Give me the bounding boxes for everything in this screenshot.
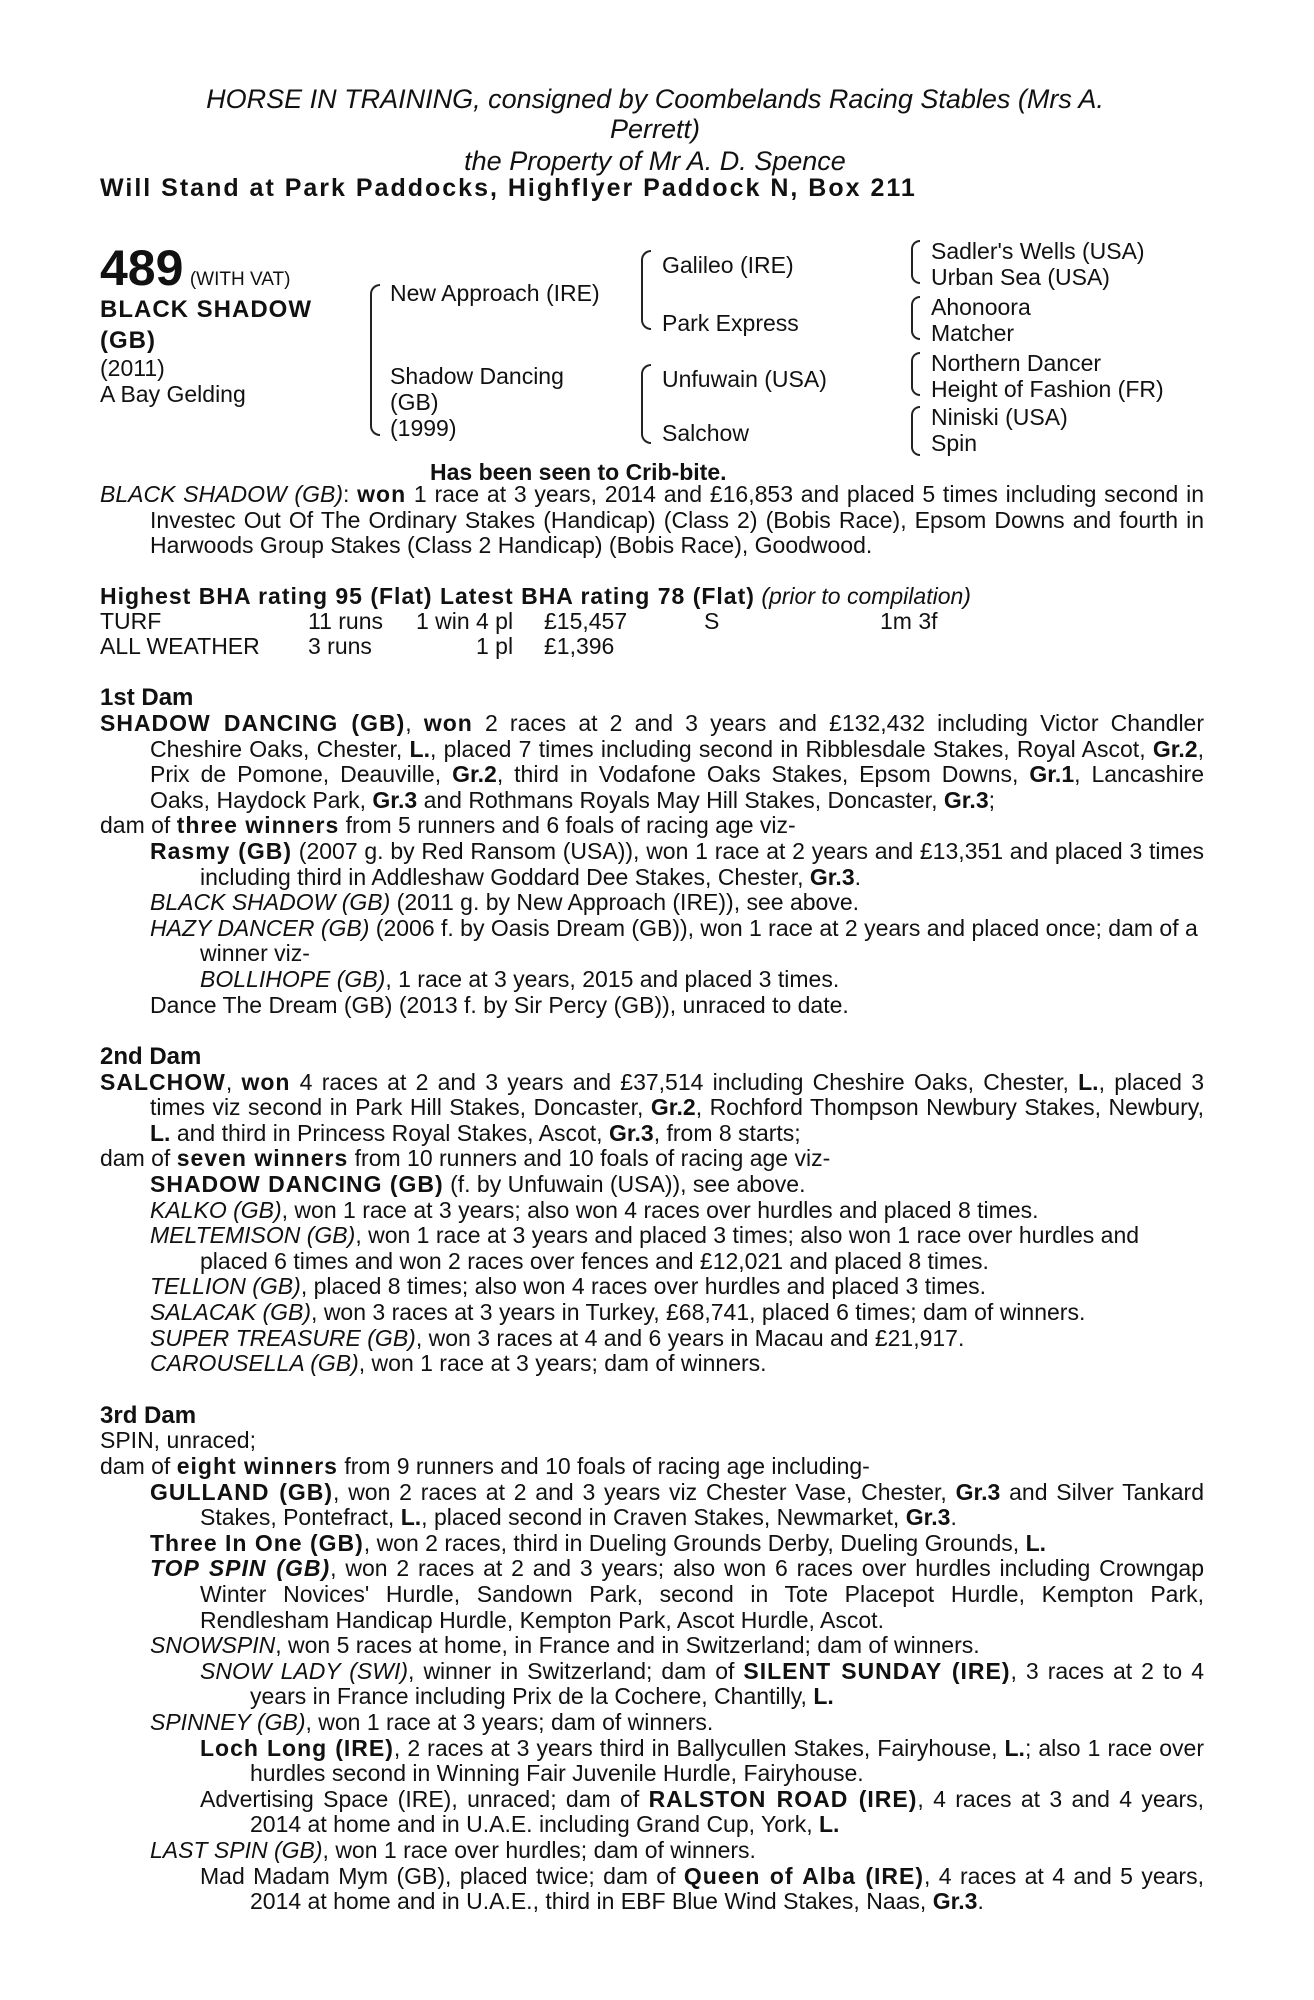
produce-name: Rasmy (GB) bbox=[150, 837, 293, 864]
pedigree-dam-country: (GB) bbox=[390, 389, 439, 415]
third-dam-produce-summary bbox=[100, 1454, 1204, 1480]
summary-colon: : bbox=[342, 481, 358, 507]
listed-tag: L. bbox=[818, 1811, 840, 1838]
produce-snowspin bbox=[100, 1633, 1204, 1659]
produce-name: MELTEMISON (GB) bbox=[150, 1222, 356, 1249]
pedigree-brace-dam bbox=[641, 364, 651, 444]
pedigree-dam-name: Shadow Dancing bbox=[390, 363, 564, 389]
stats-cell: 4 pl bbox=[476, 608, 514, 635]
lot-number-block bbox=[100, 240, 291, 296]
produce-loch-long bbox=[100, 1736, 1204, 1787]
summary-won: won bbox=[357, 481, 407, 507]
text: , won 1 race over hurdles; dam of winners. bbox=[322, 1836, 756, 1863]
group-tag: Gr.2 bbox=[452, 761, 497, 788]
produce-bollihope bbox=[100, 967, 1204, 993]
consignor-line: HORSE IN TRAINING, consigned by Coombelands Racing Stables (Mrs A. bbox=[206, 84, 1104, 114]
winners-count: eight winners bbox=[176, 1453, 338, 1479]
text: , won 3 races at 4 and 6 years in Macau and £21,917. bbox=[415, 1324, 965, 1351]
produce-carousella bbox=[100, 1351, 1204, 1377]
vat-note: (WITH VAT) bbox=[189, 269, 291, 290]
first-dam-heading: 1st Dam bbox=[100, 684, 194, 712]
produce-advertising-space bbox=[100, 1787, 1204, 1838]
pedigree-brace-gen1 bbox=[370, 284, 380, 436]
text: . bbox=[977, 1888, 984, 1915]
text: ; bbox=[988, 786, 996, 813]
produce-mad-madam-mym bbox=[100, 1864, 1204, 1915]
text: , 4 races at 3 and 4 years, 2014 at home and in U.A.E. including Grand Cup, York, bbox=[250, 1785, 1205, 1838]
produce-spinney bbox=[100, 1710, 1204, 1736]
text: , 1 race at 3 years, 2015 and placed 3 times. bbox=[385, 965, 840, 992]
stats-cell bbox=[416, 634, 476, 659]
stats-cell bbox=[704, 634, 880, 659]
group-tag: Gr.1 bbox=[1029, 761, 1075, 788]
text: , winner in Switzerland; dam of bbox=[408, 1657, 744, 1684]
race-summary bbox=[100, 482, 1204, 559]
stats-cell: 11 runs bbox=[308, 608, 384, 635]
horse-description: A Bay Gelding bbox=[100, 381, 246, 407]
text: and Rothmans Royals May Hill Stakes, Doncaster, bbox=[417, 786, 944, 813]
produce-name: BLACK SHADOW (GB) bbox=[150, 889, 391, 916]
text: dam of bbox=[100, 1453, 177, 1479]
pedigree-dam-dam: Salchow bbox=[662, 420, 749, 446]
ratings-table bbox=[100, 609, 1204, 659]
text: , won 1 race at 3 years; dam of winners. bbox=[358, 1350, 767, 1377]
stats-cell: 1 win bbox=[416, 608, 470, 635]
text: , 4 races at 4 and 5 years, 2014 at home and in U.A.E., third in EBF Blue Wind Stakes, Naas, bbox=[250, 1862, 1204, 1915]
produce-name: SPINNEY (GB) bbox=[150, 1708, 306, 1735]
text: , won 2 races at 2 and 3 years; also won 6 races over hurdles including Crowngap Winter Novices' Hurdle, Sandown Park, second in Tote Placepot Hurdle, Kempton Park, Rendlesham Handicap Hurdle, Kempton Park, Ascot Hurdle, Ascot. bbox=[200, 1555, 1204, 1633]
produce-name: RALSTON ROAD (IRE) bbox=[648, 1785, 918, 1812]
text: , won 3 races at 3 years in Turkey, £68,741, placed 6 times; dam of winners. bbox=[311, 1299, 1086, 1326]
produce-rasmy bbox=[100, 839, 1204, 890]
text: , won 2 races, third in Dueling Grounds Derby, Dueling Grounds, bbox=[363, 1529, 1026, 1556]
text: Advertising Space (IRE), unraced; dam of bbox=[200, 1785, 649, 1812]
horse-info bbox=[100, 355, 246, 407]
produce-name: TELLION (GB) bbox=[150, 1273, 301, 1300]
pedigree-dsd: Height of Fashion (FR) bbox=[931, 376, 1164, 402]
produce-meltemison bbox=[100, 1223, 1204, 1274]
text: (2011 g. by New Approach (IRE)), see above. bbox=[390, 889, 860, 916]
group-tag: Gr.3 bbox=[608, 1119, 654, 1146]
won-label: won bbox=[241, 1068, 291, 1095]
text: and third in Princess Royal Stakes, Ascot, bbox=[170, 1119, 609, 1146]
produce-name: LAST SPIN (GB) bbox=[150, 1836, 323, 1863]
lot-number: 489 bbox=[100, 240, 184, 296]
pedigree-brace-sd bbox=[911, 296, 920, 340]
pedigree-sire-dam: Park Express bbox=[662, 310, 799, 336]
text: 4 races at 2 and 3 years and £37,514 including Cheshire Oaks, Chester, bbox=[290, 1068, 1079, 1095]
stats-cell: TURF bbox=[100, 608, 162, 635]
listed-tag: L. bbox=[409, 735, 430, 762]
text: (2006 f. by Oasis Dream (GB)), won 1 race at 2 years and placed once; dam of a winner viz- bbox=[200, 914, 1198, 967]
pedigree-dam-year: (1999) bbox=[390, 415, 457, 441]
third-dam-heading: 3rd Dam bbox=[100, 1401, 197, 1429]
pedigree-dam bbox=[390, 363, 564, 441]
text: . bbox=[950, 1504, 957, 1531]
second-dam-record: SALCHOW, won 4 races at 2 and 3 years and £37,514 including Cheshire Oaks, Chester, L., placed 3 times viz second in Park Hill Stakes, Doncaster, Gr.2, Rochford Thompson Newbury Stakes, Newbury, L. and third in Princess Royal Stakes, Ascot, Gr.3, from 8 starts; bbox=[100, 1068, 1204, 1146]
stats-cell: S bbox=[704, 608, 720, 635]
produce-three-in-one bbox=[100, 1531, 1204, 1557]
produce-name: Loch Long (IRE) bbox=[200, 1734, 394, 1761]
property-line: the Property of Mr A. D. Spence bbox=[464, 146, 846, 176]
pedigree-sds: Ahonoora bbox=[931, 294, 1031, 320]
horse-name bbox=[100, 294, 312, 356]
text: , won 2 races at 2 and 3 years viz Chester Vase, Chester, bbox=[333, 1478, 956, 1505]
produce-name: SNOW LADY (SWI) bbox=[200, 1657, 409, 1684]
produce-hazy-dancer bbox=[100, 916, 1204, 967]
pedigree-ddd: Spin bbox=[931, 430, 978, 456]
pedigree-dss: Northern Dancer bbox=[931, 350, 1102, 376]
listed-tag: L. bbox=[1025, 1529, 1047, 1556]
pedigree-brace-sire bbox=[641, 250, 651, 330]
stats-cell bbox=[880, 634, 1204, 659]
crib-bite-note: Has been seen to Crib-bite. bbox=[430, 459, 727, 485]
text: , from 8 starts; bbox=[653, 1119, 801, 1146]
pedigree-sire-sire: Galileo (IRE) bbox=[662, 252, 794, 278]
dam-name: SALCHOW bbox=[100, 1068, 226, 1095]
produce-name: Queen of Alba (IRE) bbox=[683, 1862, 924, 1889]
produce-kalko bbox=[100, 1198, 1204, 1224]
produce-name: TOP SPIN (GB) bbox=[150, 1555, 331, 1582]
produce-super-treasure bbox=[100, 1326, 1204, 1352]
horse-name-line1: BLACK SHADOW bbox=[100, 296, 312, 323]
text: from 5 runners and 6 foals of racing age viz- bbox=[339, 812, 796, 839]
first-dam-produce-summary bbox=[100, 813, 1204, 839]
text: . bbox=[854, 863, 862, 890]
produce-dance-the-dream: Dance The Dream (GB) (2013 f. by Sir Percy (GB)), unraced to date. bbox=[150, 991, 849, 1018]
listed-tag: L. bbox=[1078, 1068, 1099, 1095]
winners-count: seven winners bbox=[176, 1145, 349, 1172]
text: and Silver Tankard Stakes, Pontefract, bbox=[200, 1478, 1204, 1531]
ratings-bold: Highest BHA rating 95 (Flat) Latest BHA rating 78 (Flat) bbox=[100, 582, 755, 609]
text: , placed second in Craven Stakes, Newmarket, bbox=[421, 1504, 906, 1531]
produce-top-spin bbox=[100, 1556, 1204, 1633]
group-tag: Gr.3 bbox=[955, 1478, 1001, 1505]
consignor-line-cont: Perrett) bbox=[609, 114, 701, 144]
produce-gulland bbox=[100, 1480, 1204, 1531]
produce-last-spin bbox=[100, 1838, 1204, 1864]
won-label: won bbox=[423, 709, 473, 736]
text: , won 1 race at 3 years; also won 4 races over hurdles and placed 8 times. bbox=[281, 1196, 1039, 1223]
text: , Prix de Pomone, Deauville, bbox=[150, 735, 1204, 788]
stats-cell: £15,457 bbox=[544, 608, 628, 635]
produce-name: CAROUSELLA (GB) bbox=[150, 1350, 359, 1377]
text: , Rochford Thompson Newbury Stakes, Newbury, bbox=[695, 1094, 1204, 1121]
stats-cell: £1,396 bbox=[544, 633, 615, 660]
text: , third in Vodafone Oaks Stakes, Epsom Downs, bbox=[496, 761, 1030, 788]
pedigree-brace-dd bbox=[911, 406, 920, 456]
pedigree-sss: Sadler's Wells (USA) bbox=[931, 238, 1145, 264]
group-tag: Gr.3 bbox=[932, 1888, 978, 1915]
listed-tag: L. bbox=[150, 1119, 171, 1146]
text: , 3 races at 2 to 4 years in France including Prix de la Cochere, Chantilly, bbox=[250, 1657, 1204, 1710]
listed-tag: L. bbox=[1004, 1734, 1025, 1761]
text: from 9 runners and 10 foals of racing age including- bbox=[337, 1453, 870, 1479]
listed-tag: L. bbox=[813, 1683, 834, 1710]
winners-count: three winners bbox=[176, 812, 340, 839]
produce-tellion bbox=[100, 1274, 1204, 1300]
second-dam-heading: 2nd Dam bbox=[100, 1043, 202, 1071]
produce-name: KALKO (GB) bbox=[150, 1196, 282, 1223]
group-tag: Gr.3 bbox=[905, 1504, 951, 1531]
produce-name: SHADOW DANCING (GB) bbox=[150, 1171, 444, 1198]
summary-text: 1 race at 3 years, 2014 and £16,853 and placed 5 times including second in Investec Out Of The Ordinary Stakes (Handicap) (Class 2) (Bobis Race), Epsom Downs and fourth in Harwoods Group Stakes (Class 2 Handicap) (Bobis Race), Goodwood. bbox=[150, 481, 1205, 559]
text: (2007 g. by Red Ransom (USA)), won 1 race at 2 years and £13,351 and placed 3 times including third in Addleshaw Goddard Dee Stakes, Chester, bbox=[200, 837, 1204, 890]
produce-name: SUPER TREASURE (GB) bbox=[150, 1324, 416, 1351]
group-tag: Gr.3 bbox=[943, 786, 989, 813]
dam-name: SHADOW DANCING (GB) bbox=[100, 709, 406, 736]
ratings-line bbox=[100, 584, 1204, 610]
second-dam-produce-summary bbox=[100, 1146, 1204, 1172]
stats-cell: 1m 3f bbox=[880, 608, 938, 635]
stats-cell: 1 pl bbox=[476, 633, 514, 660]
group-tag: Gr.3 bbox=[372, 786, 418, 813]
stand-location: Will Stand at Park Paddocks, Highflyer Paddock N, Box 211 bbox=[100, 174, 917, 202]
text: 2 races at 2 and 3 years and £132,432 including Victor Chandler Cheshire Oaks, Chester, bbox=[150, 709, 1205, 762]
listed-tag: L. bbox=[400, 1504, 422, 1531]
summary-horse-name: BLACK SHADOW (GB) bbox=[100, 481, 343, 507]
produce-snow-lady bbox=[100, 1659, 1204, 1710]
produce-black-shadow bbox=[100, 890, 1204, 916]
text: Mad Madam Mym (GB), placed twice; dam of bbox=[200, 1862, 684, 1889]
produce-name: BOLLIHOPE (GB) bbox=[200, 965, 386, 992]
produce-shadow-dancing bbox=[100, 1172, 1204, 1198]
pedigree-dds: Niniski (USA) bbox=[931, 404, 1068, 430]
produce-name: GULLAND (GB) bbox=[150, 1478, 334, 1505]
text: dam of bbox=[100, 1145, 177, 1172]
text: , 2 races at 3 years third in Ballycullen Stakes, Fairyhouse, bbox=[393, 1734, 1005, 1761]
foaling-year: (2011) bbox=[100, 355, 165, 381]
text: , won 5 races at home, in France and in Switzerland; dam of winners. bbox=[275, 1632, 980, 1659]
text: , won 1 race at 3 years and placed 3 times; also won 1 race over hurdles and placed 6 times and won 2 races over fences and £12,021 and placed 8 times. bbox=[200, 1222, 1140, 1274]
pedigree-dam-sire: Unfuwain (USA) bbox=[662, 366, 827, 392]
horse-name-line2: (GB) bbox=[100, 327, 156, 354]
group-tag: Gr.3 bbox=[809, 863, 855, 890]
stats-cell: 3 runs bbox=[308, 633, 372, 660]
first-dam-record: SHADOW DANCING (GB), won 2 races at 2 and 3 years and £132,432 including Victor Chandler Cheshire Oaks, Chester, L., placed 7 times including second in Ribblesdale Stakes, Royal Ascot, Gr.2, Prix de Pomone, Deauville, Gr.2, third in Vodafone Oaks Stakes, Epsom Downs, Gr.1, Lancashire Oaks, Haydock Park, Gr.3 and Rothmans Royals May Hill Stakes, Doncaster, Gr.3; bbox=[100, 709, 1205, 813]
text: (f. by Unfuwain (USA)), see above. bbox=[443, 1171, 806, 1198]
text: , won 1 race at 3 years; dam of winners. bbox=[305, 1708, 714, 1735]
text: from 10 runners and 10 foals of racing age viz- bbox=[348, 1145, 831, 1172]
text: ; also 1 race over hurdles second in Winning Fair Juvenile Hurdle, Fairyhouse. bbox=[250, 1734, 1204, 1787]
group-tag: Gr.2 bbox=[650, 1094, 696, 1121]
pedigree-sire: New Approach (IRE) bbox=[390, 280, 600, 306]
text: dam of bbox=[100, 812, 177, 839]
third-dam-record: SPIN, unraced; bbox=[100, 1427, 256, 1454]
ratings-note: (prior to compilation) bbox=[761, 582, 971, 609]
produce-name: SILENT SUNDAY (IRE) bbox=[743, 1657, 1011, 1684]
group-tag: Gr.2 bbox=[1152, 735, 1198, 762]
produce-name: HAZY DANCER (GB) bbox=[150, 914, 370, 941]
catalogue-body bbox=[100, 482, 1204, 1915]
produce-name: Three In One (GB) bbox=[150, 1529, 364, 1556]
pedigree-brace-ss bbox=[911, 240, 920, 284]
pedigree-ssd: Urban Sea (USA) bbox=[931, 264, 1110, 290]
text: , placed 3 times viz second in Park Hill Stakes, Doncaster, bbox=[150, 1068, 1204, 1121]
produce-name: SNOWSPIN bbox=[150, 1632, 276, 1659]
stats-cell: ALL WEATHER bbox=[100, 633, 260, 660]
produce-name: SALACAK (GB) bbox=[150, 1299, 312, 1326]
text: , Lancashire Oaks, Haydock Park, bbox=[150, 761, 1204, 813]
produce-salacak bbox=[100, 1300, 1204, 1326]
text: , placed 8 times; also won 4 races over hurdles and placed 3 times. bbox=[300, 1273, 987, 1300]
pedigree-sdd: Matcher bbox=[931, 320, 1015, 346]
pedigree-brace-ds bbox=[911, 352, 920, 396]
text: , placed 7 times including second in Ribblesdale Stakes, Royal Ascot, bbox=[429, 735, 1153, 762]
